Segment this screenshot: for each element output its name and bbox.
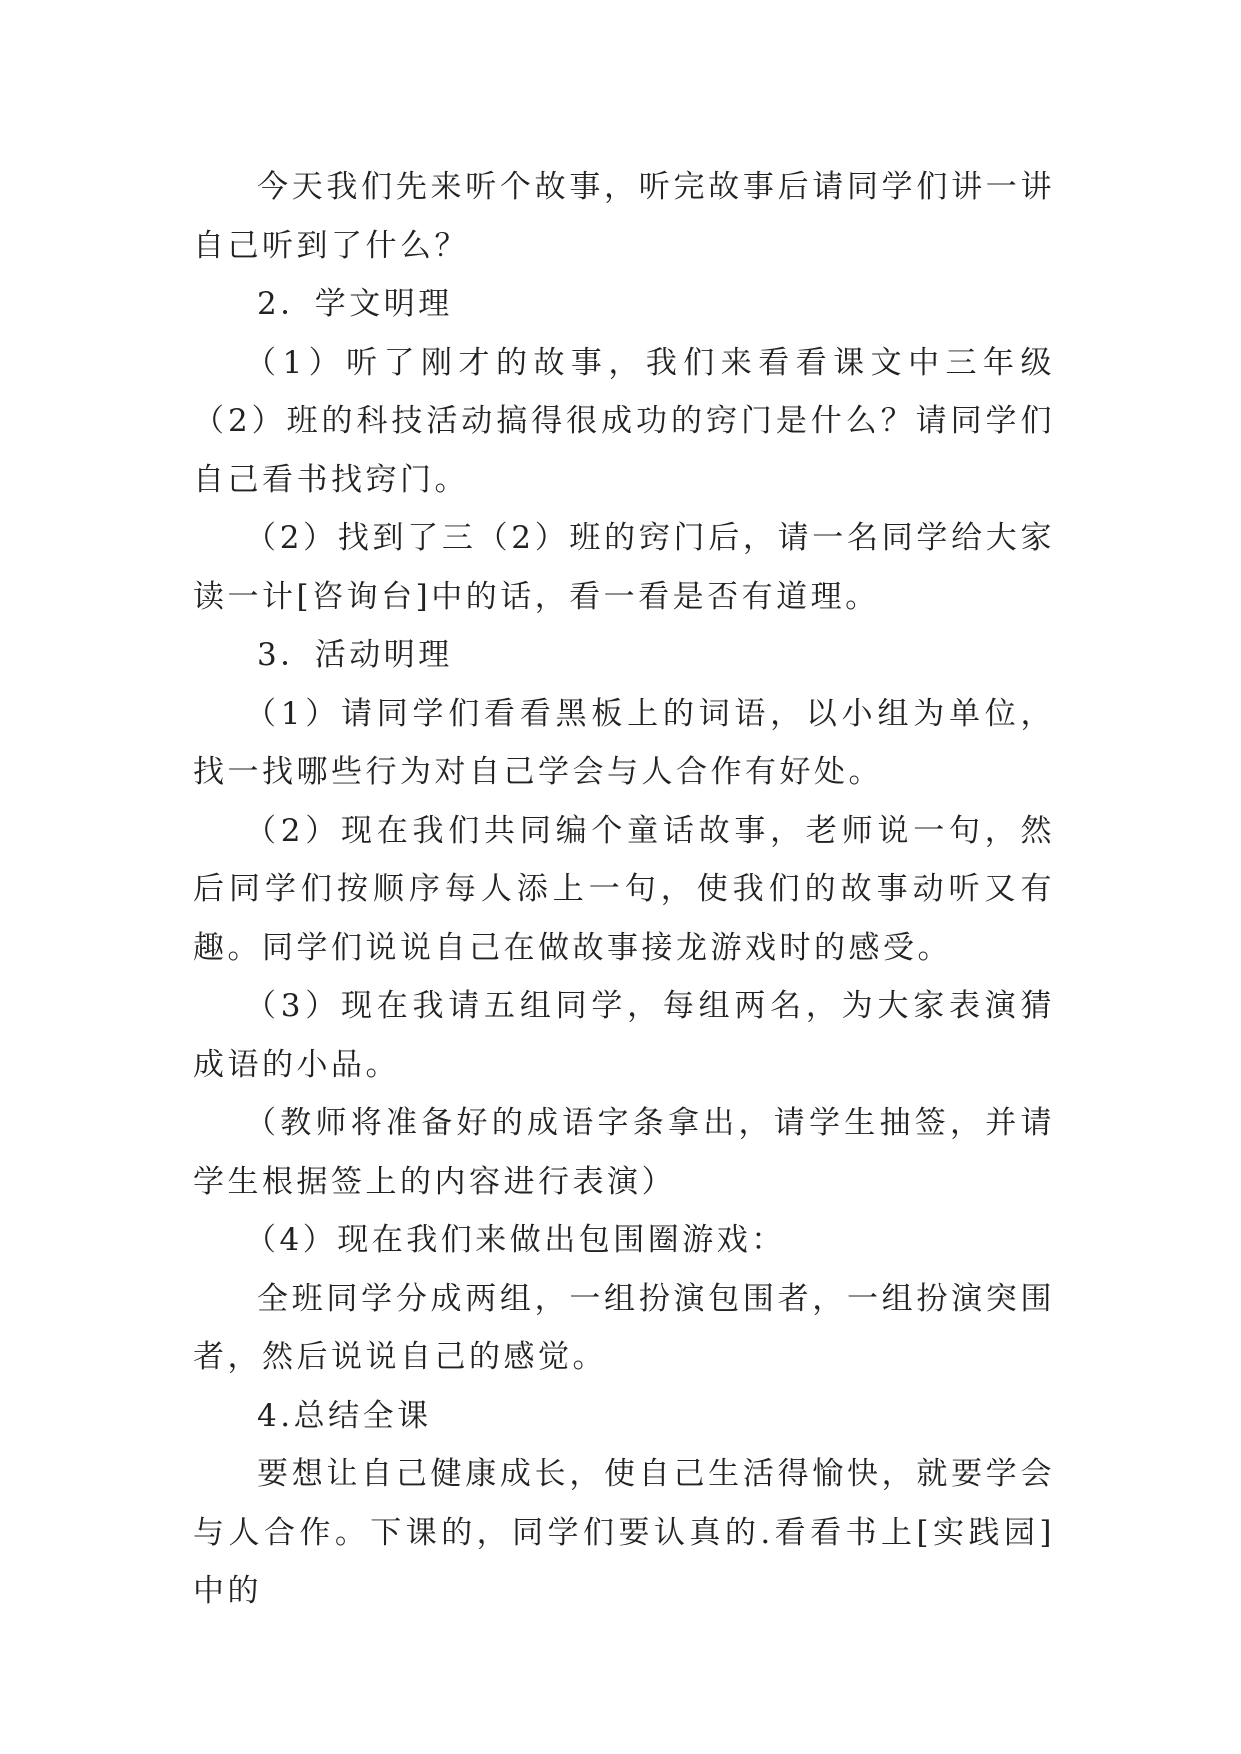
paragraph-intro-story: 今天我们先来听个故事，听完故事后请同学们讲一讲自己听到了什么？ [193,169,1055,264]
paragraph-game-instructions: 全班同学分成两组，一组扮演包围者，一组扮演突围者，然后说说自己的感觉。 [193,1280,1055,1375]
heading-step-4: 4.总结全课 [257,1397,432,1434]
paragraph-teacher-note: （教师将准备好的成语字条拿出，请学生抽签，并请学生根据签上的内容进行表演） [193,1105,1055,1200]
paragraph-step-2-item-1: （1）听了刚才的故事，我们来看看课文中三年级（2）班的科技活动搞得很成功的窍门是什么？请同学们自己看书找窍门。 [193,344,1055,498]
heading-step-3: 3．活动明理 [257,637,453,673]
paragraph-step-2-item-2: （2）找到了三（2）班的窍门后，请一名同学给大家读一计[咨询台]中的话，看一看是否有道理。 [193,520,1055,615]
paragraph-step-3-item-2: （2）现在我们共同编个童话故事，老师说一句，然后同学们按顺序每人添上一句，使我们的故事动听又有趣。同学们说说自己在做故事接龙游戏时的感受。 [193,812,1055,966]
paragraph-step-3-item-3: （3）现在我请五组同学，每组两名，为大家表演猜成语的小品。 [193,988,1055,1083]
paragraph-step-3-item-4: （4）现在我们来做出包围圈游戏： [245,1222,786,1258]
paragraph-summary: 要想让自己健康成长，使自己生活得愉快，就要学会与人合作。下课的，同学们要认真的.看看书上[实践园]中的 [193,1456,1055,1609]
document-body [193,158,1055,1621]
heading-step-2: 2．学文明理 [257,286,453,322]
paragraph-step-3-item-1: （1）请同学们看看黑板上的词语，以小组为单位，找一找哪些行为对自己学会与人合作有好处。 [193,695,1055,790]
